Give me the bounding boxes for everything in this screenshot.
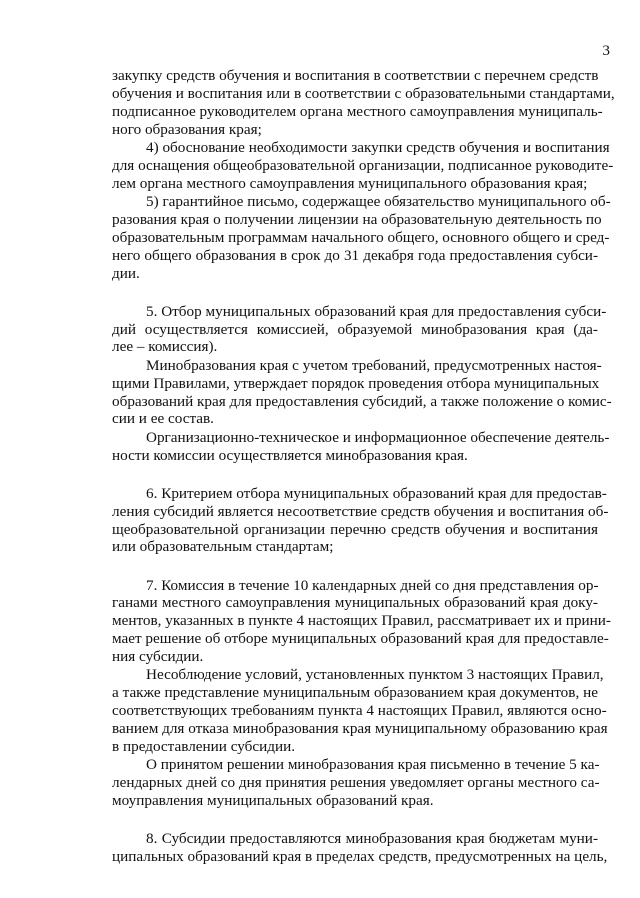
text-line: закупку средств обучения и воспитания в соответствии с перечнем средств: [112, 67, 599, 84]
text-line: подписанное руководителем органа местного самоуправления муниципаль-: [112, 103, 603, 120]
text-line: образований края для предоставления субсидий, а также положение о комис-: [112, 393, 612, 410]
text-line: щеобразовательной организации перечню средств обучения и воспитания: [112, 521, 598, 538]
text-line: 6. Критерием отбора муниципальных образований края для предостав-: [146, 485, 607, 502]
text-line: дий осуществляется комиссией, образуемой минобразования края (да-: [112, 321, 598, 338]
text-line: ципальных образований края в пределах средств, предусмотренных на цель,: [112, 848, 608, 865]
text-line: 7. Комиссия в течение 10 календарных дней со дня представления ор-: [146, 577, 599, 594]
text-line: ного образования края;: [112, 121, 262, 138]
text-line: лее – комиссия).: [112, 338, 218, 355]
text-line: образовательным программам начального общего, основного общего и сред-: [112, 229, 610, 246]
text-line: ления субсидий является несоответствие средств обучения и воспитания об-: [112, 503, 609, 520]
text-line: ментов, указанных в пункте 4 настоящих Правил, рассматривает их и прини-: [112, 612, 611, 629]
text-line: разования края о получении лицензии на образовательную деятельность по: [112, 211, 602, 228]
text-line: или образовательным стандартам;: [112, 538, 334, 555]
text-line: соответствующих требованиям пункта 4 настоящих Правил, являются осно-: [112, 702, 607, 719]
text-line: лем органа местного самоуправления муниципального образования края;: [112, 175, 588, 192]
text-line: ганами местного самоуправления муниципальных образований края доку-: [112, 594, 598, 611]
text-line: него общего образования в срок до 31 декабря года предоставления субси-: [112, 247, 598, 264]
text-line: лендарных дней со дня принятия решения уведомляет органы местного са-: [112, 774, 600, 791]
text-line: мает решение об отборе муниципальных образований края для предоставле-: [112, 630, 609, 647]
text-line: дии.: [112, 265, 140, 282]
text-line: Минобразования края с учетом требований, предусмотренных настоя-: [146, 357, 602, 374]
text-line: Организационно-техническое и информационное обеспечение деятель-: [146, 429, 610, 446]
text-line: 4) обоснование необходимости закупки средств обучения и воспитания: [146, 139, 610, 156]
text-line: сии и ее состав.: [112, 410, 214, 427]
text-line: щими Правилами, утверждает порядок проведения отбора муниципальных: [112, 375, 600, 392]
text-line: О принятом решении минобразования края письменно в течение 5 ка-: [146, 756, 600, 773]
text-line: 5) гарантийное письмо, содержащее обязательство муниципального об-: [146, 193, 611, 210]
text-line: ности комиссии осуществляется минобразования края.: [112, 447, 468, 464]
text-line: моуправления муниципальных образований края.: [112, 792, 434, 809]
text-line: для оснащения общеобразовательной организации, подписанное руководите-: [112, 157, 614, 174]
text-line: 5. Отбор муниципальных образований края для предоставления субси-: [146, 303, 607, 320]
text-line: обучения и воспитания или в соответствии с образовательными стандартами,: [112, 85, 615, 102]
page-number: 3: [602, 42, 610, 59]
text-line: ванием для отказа минобразования края муниципальному образованию края: [112, 720, 608, 737]
text-line: Несоблюдение условий, установленных пунктом 3 настоящих Правил,: [146, 666, 604, 683]
text-line: ния субсидии.: [112, 648, 204, 665]
text-line: 8. Субсидии предоставляются минобразования края бюджетам муни-: [146, 830, 598, 847]
text-line: в предоставлении субсидии.: [112, 738, 296, 755]
text-line: а также представление муниципальным образованием края документов, не: [112, 684, 598, 701]
